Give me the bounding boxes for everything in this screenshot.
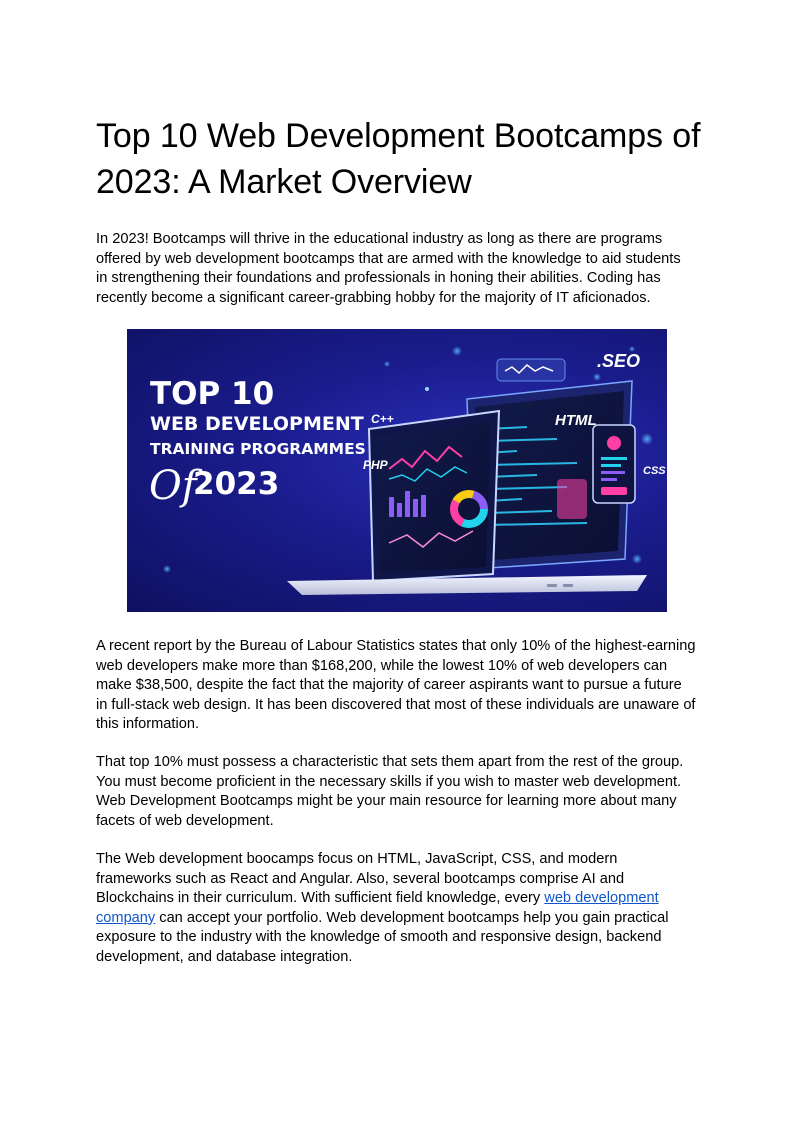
frameworks-text-before: The Web development boocamps focus on HTML, JavaScript, CSS, and modern frameworks such as React and Angular. Also, several bootcamps comprise AI and Blockchains in their curriculum. With sufficient field knowledge, every [96,851,625,906]
intro-paragraph: In 2023! Bootcamps will thrive in the educational industry as long as there are programs offered by web development bootcamps that are armed with the knowledge to aid students in strengthening their foundations and professionals in honing their abilities. Coding has recently become a significant career-grabbing hobby for the majority of IT aficionados. [96,231,681,306]
seo-tag: .SEO [597,351,641,371]
css-tag: CSS [643,465,666,477]
frameworks-paragraph [96,850,696,967]
hero-of-script: Of [149,463,197,509]
cpp-tag: C++ [371,412,394,426]
hero-banner-image [127,329,667,612]
web-development-company-link[interactable]: web development company [96,890,659,926]
hero-line-training-programmes: TRAINING PROGRAMMES [150,440,366,458]
html-tag: HTML [555,412,597,429]
laptop-illustration [287,359,647,595]
hero-line-web-development: WEB DEVELOPMENT [150,413,364,435]
hero-year: 2023 [193,466,280,502]
skills-paragraph: That top 10% must possess a characteristic that sets them apart from the rest of the group. You must become proficient in the necessary skills if you wish to master web development. Web Development Bootcamps might be your main resource for learning more about many facets of web development. [96,754,684,829]
salary-paragraph: A recent report by the Bureau of Labour Statistics states that only 10% of the highest-earning web developers make more than $168,200, while the lowest 10% of web developers can make $38,500, despite the fact that the majority of career aspirants want to pursue a future in full-stack web design. It has been discovered that most of these individuals are unaware of this information. [96,638,696,732]
hero-line-top10: TOP 10 [150,376,275,412]
php-tag: PHP [363,458,388,472]
page-title: Top 10 Web Development Bootcamps of 2023: A Market Overview [96,117,701,201]
frameworks-text-after: can accept your portfolio. Web development bootcamps help you gain practical exposure to the industry with the knowledge of smooth and responsive design, backend development, and database integration. [96,909,669,965]
